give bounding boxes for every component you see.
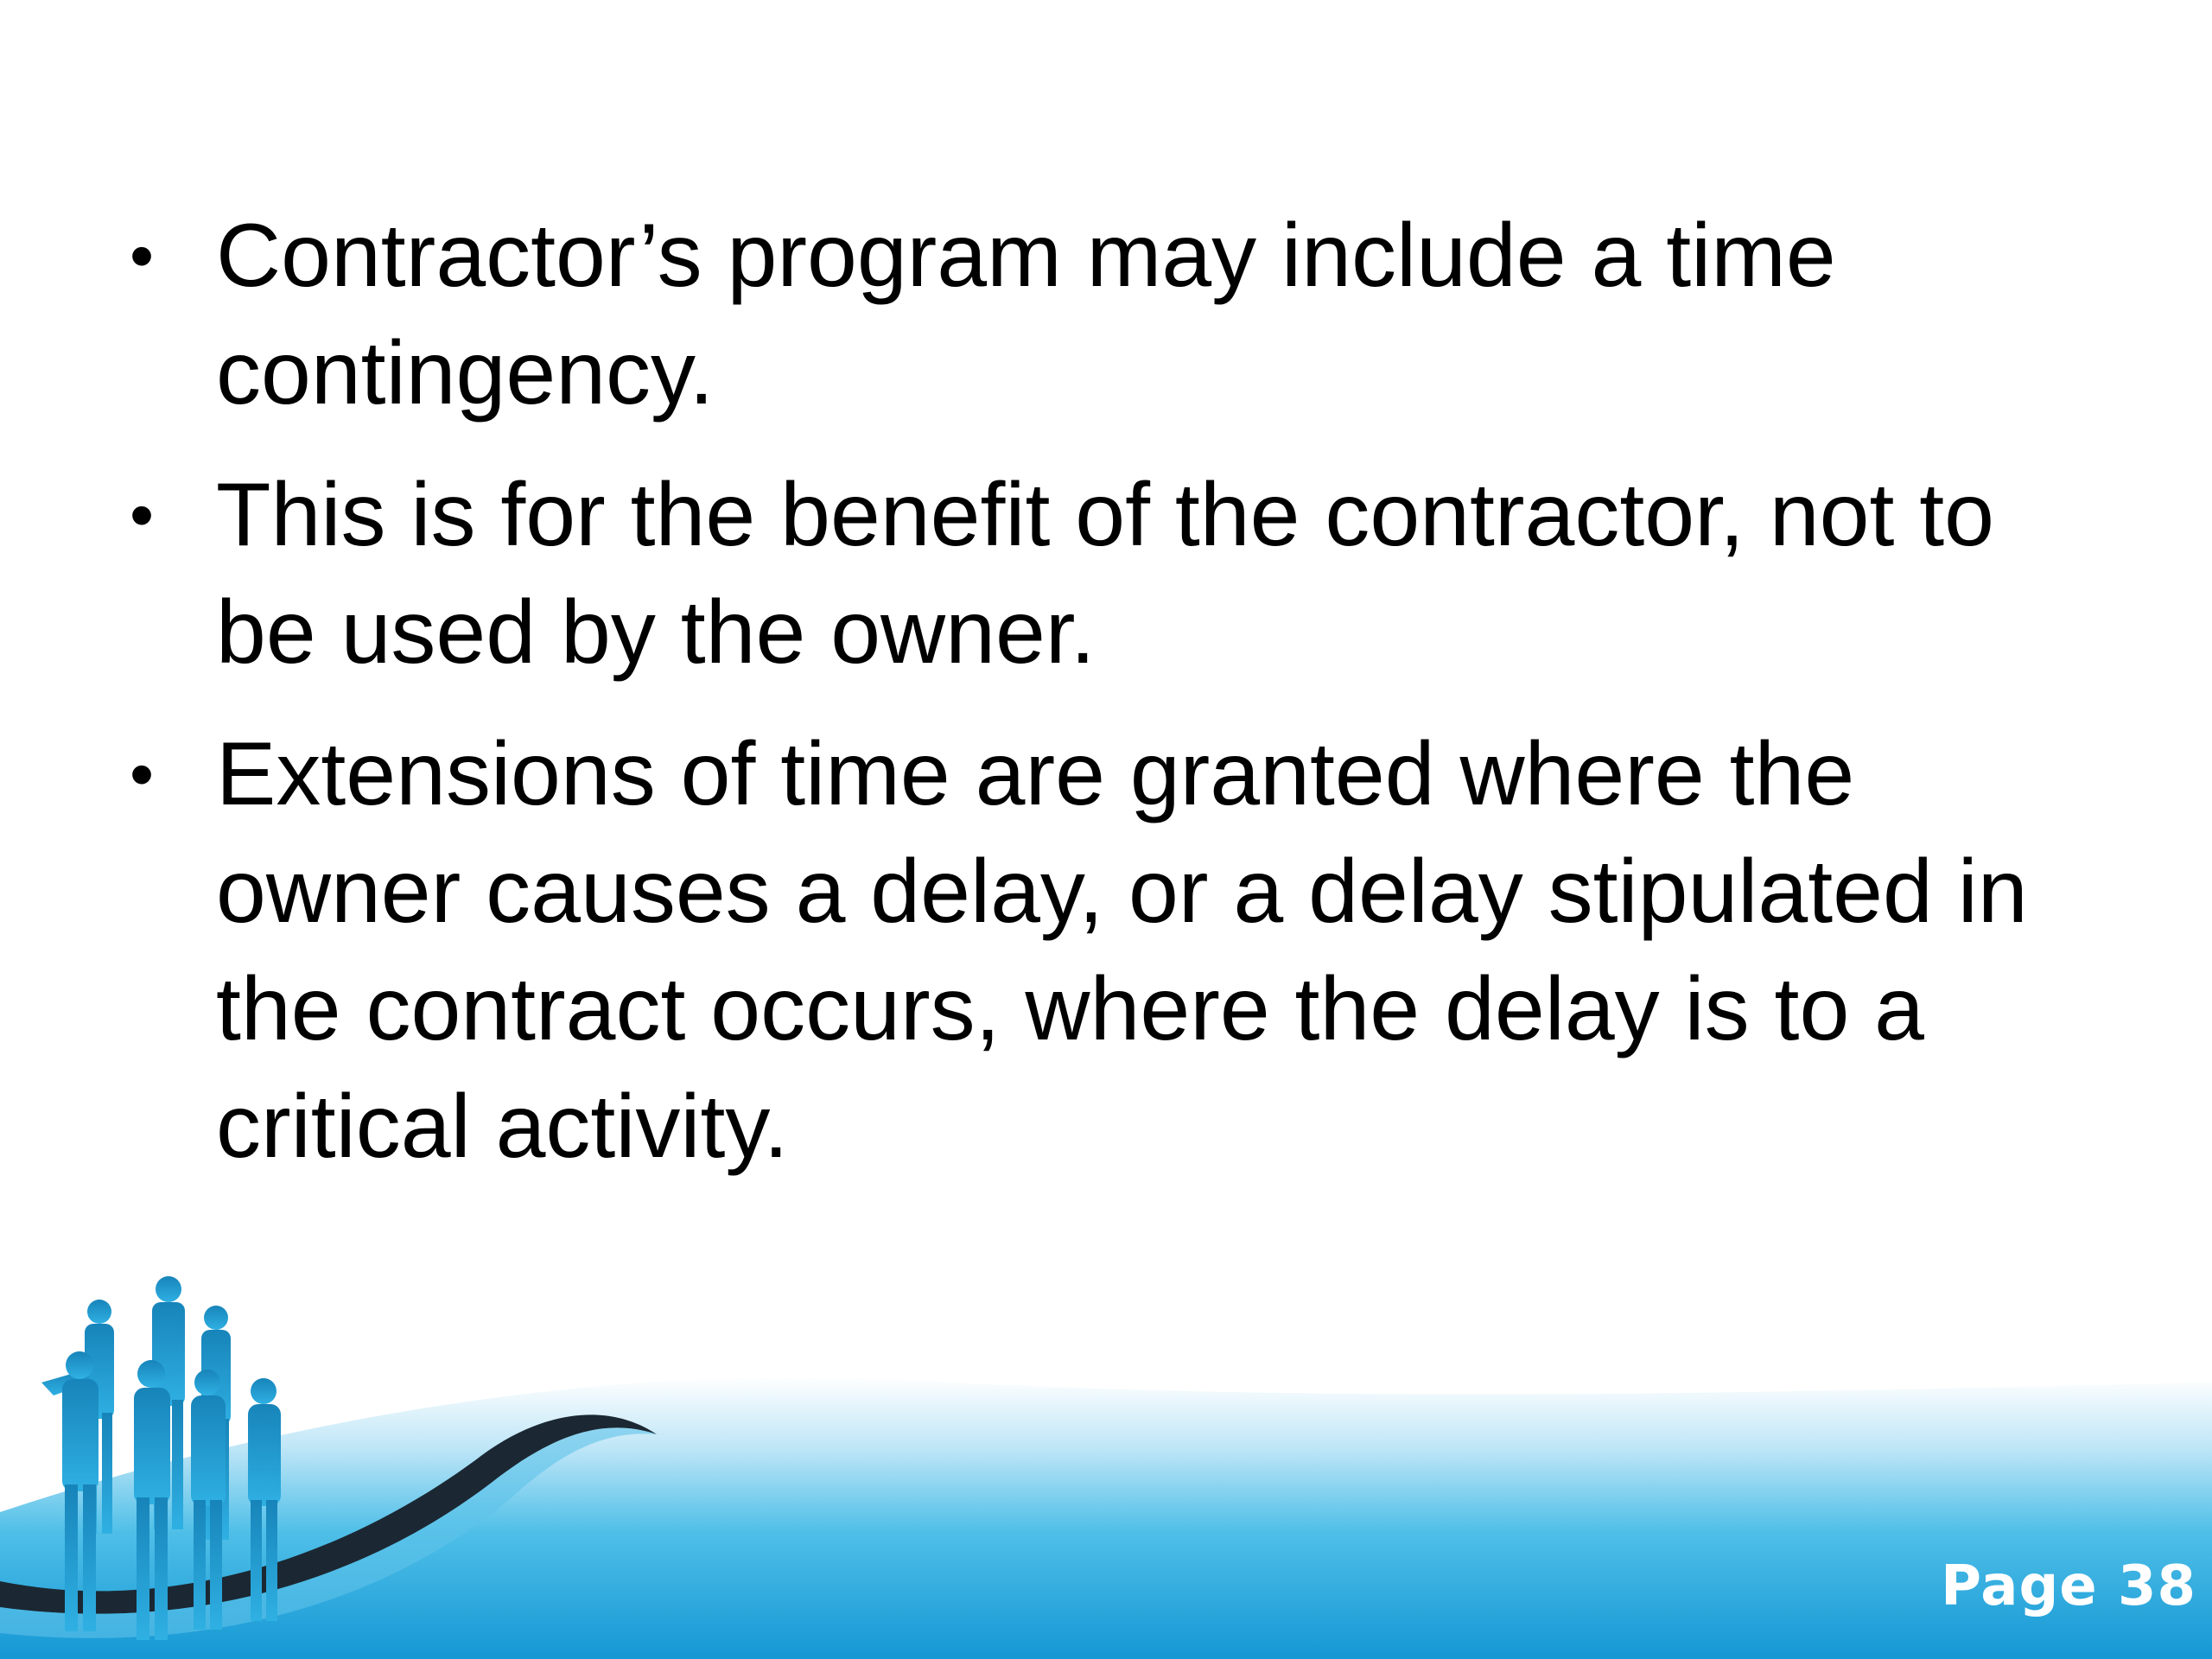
- bullet-dot: •: [130, 217, 155, 294]
- bullet-text: Extensions of time are granted where the owner causes a delay, or a delay stipulated in the contract occurs, where the delay is to a critical activity.: [216, 724, 2028, 1177]
- bullet-text: This is for the benefit of the contractor, not to be used by the owner.: [216, 465, 1995, 683]
- bullet-item: [130, 715, 2117, 1185]
- page-number-label: Page 38: [1941, 1554, 2196, 1618]
- bullet-item: [130, 456, 2117, 691]
- footer-graphic: [0, 1253, 2212, 1659]
- footer-band: [0, 1377, 2212, 1659]
- bullet-text: Contractor’s program may include a time contingency.: [216, 206, 1836, 423]
- bullet-dot: •: [130, 735, 155, 812]
- bullet-item: [130, 197, 2117, 432]
- bullet-dot: •: [130, 476, 155, 553]
- bullet-list: [130, 197, 2117, 1210]
